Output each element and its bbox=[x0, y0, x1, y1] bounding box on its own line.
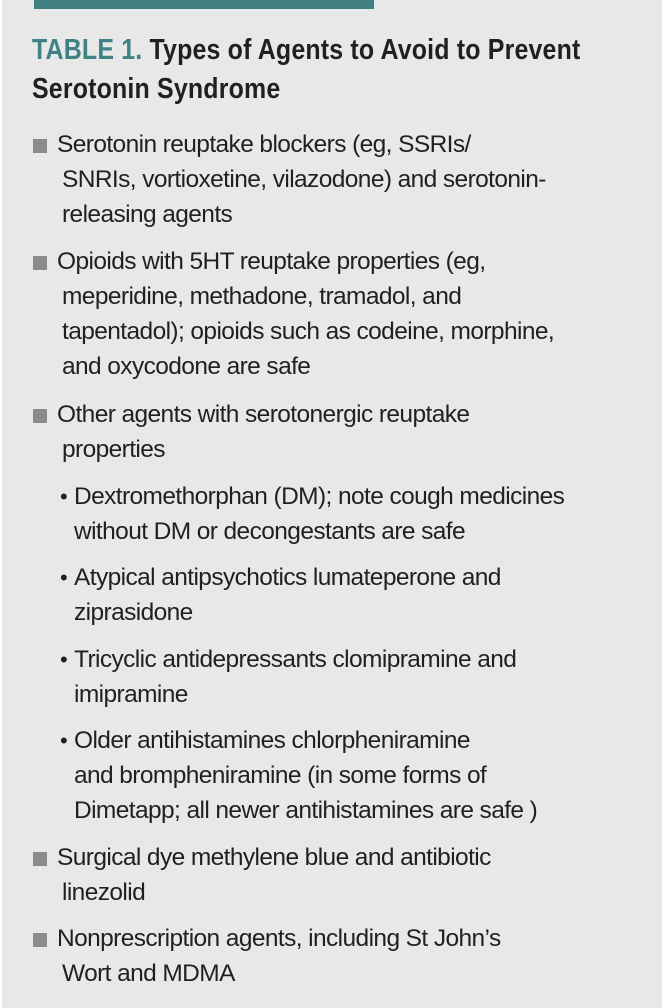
list-item-line: Wort and MDMA bbox=[62, 960, 235, 987]
list-item-line: Opioids with 5HT reuptake properties (eg, bbox=[57, 248, 486, 275]
table-title-line1: Types of Agents to Avoid to Prevent bbox=[142, 34, 581, 66]
list-item-line: SNRIs, vortioxetine, vilazodone) and serotonin- bbox=[62, 166, 546, 193]
list-item-line: Nonprescription agents, including St John’s bbox=[57, 925, 501, 952]
accent-bar bbox=[34, 0, 374, 9]
dot-bullet-icon: • bbox=[60, 484, 68, 509]
sub-list-item-line: Dimetapp; all newer antihistamines are safe ) bbox=[74, 797, 538, 824]
sub-list-item-line: Older antihistamines chlorpheniramine bbox=[74, 727, 470, 754]
table-label: TABLE 1. bbox=[32, 34, 143, 66]
sub-list-item-line: imipramine bbox=[74, 681, 188, 708]
square-bullet-icon bbox=[33, 256, 47, 270]
list-item-line: Serotonin reuptake blockers (eg, SSRIs/ bbox=[57, 131, 471, 158]
dot-bullet-icon: • bbox=[60, 728, 68, 753]
square-bullet-icon bbox=[33, 852, 47, 866]
list-item-line: and oxycodone are safe bbox=[62, 353, 311, 380]
list-item-line: tapentadol); opioids such as codeine, morphine, bbox=[62, 318, 555, 345]
sub-list-item-line: and brompheniramine (in some forms of bbox=[74, 762, 487, 789]
list-item-line: linezolid bbox=[62, 879, 146, 906]
sub-list-item-line: Dextromethorphan (DM); note cough medicines bbox=[74, 483, 565, 510]
dot-bullet-icon: • bbox=[60, 647, 68, 672]
square-bullet-icon bbox=[33, 933, 47, 947]
dot-bullet-icon: • bbox=[60, 565, 68, 590]
sub-list-item-line: ziprasidone bbox=[74, 599, 193, 626]
table-title-line2: Serotonin Syndrome bbox=[32, 73, 281, 105]
table-title bbox=[32, 31, 634, 109]
list-item-line: releasing agents bbox=[62, 201, 233, 228]
sub-list-item-line: without DM or decongestants are safe bbox=[74, 518, 466, 545]
list-item-line: properties bbox=[62, 436, 165, 463]
sub-list-item-line: Tricyclic antidepressants clomipramine and bbox=[74, 646, 517, 673]
list-item-line: meperidine, methadone, tramadol, and bbox=[62, 283, 462, 310]
square-bullet-icon bbox=[33, 409, 47, 423]
list-item-line: Surgical dye methylene blue and antibiotic bbox=[57, 844, 491, 871]
square-bullet-icon bbox=[33, 139, 47, 153]
sub-list-item-line: Atypical antipsychotics lumateperone and bbox=[74, 564, 501, 591]
list-item-line: Other agents with serotonergic reuptake bbox=[57, 401, 470, 428]
